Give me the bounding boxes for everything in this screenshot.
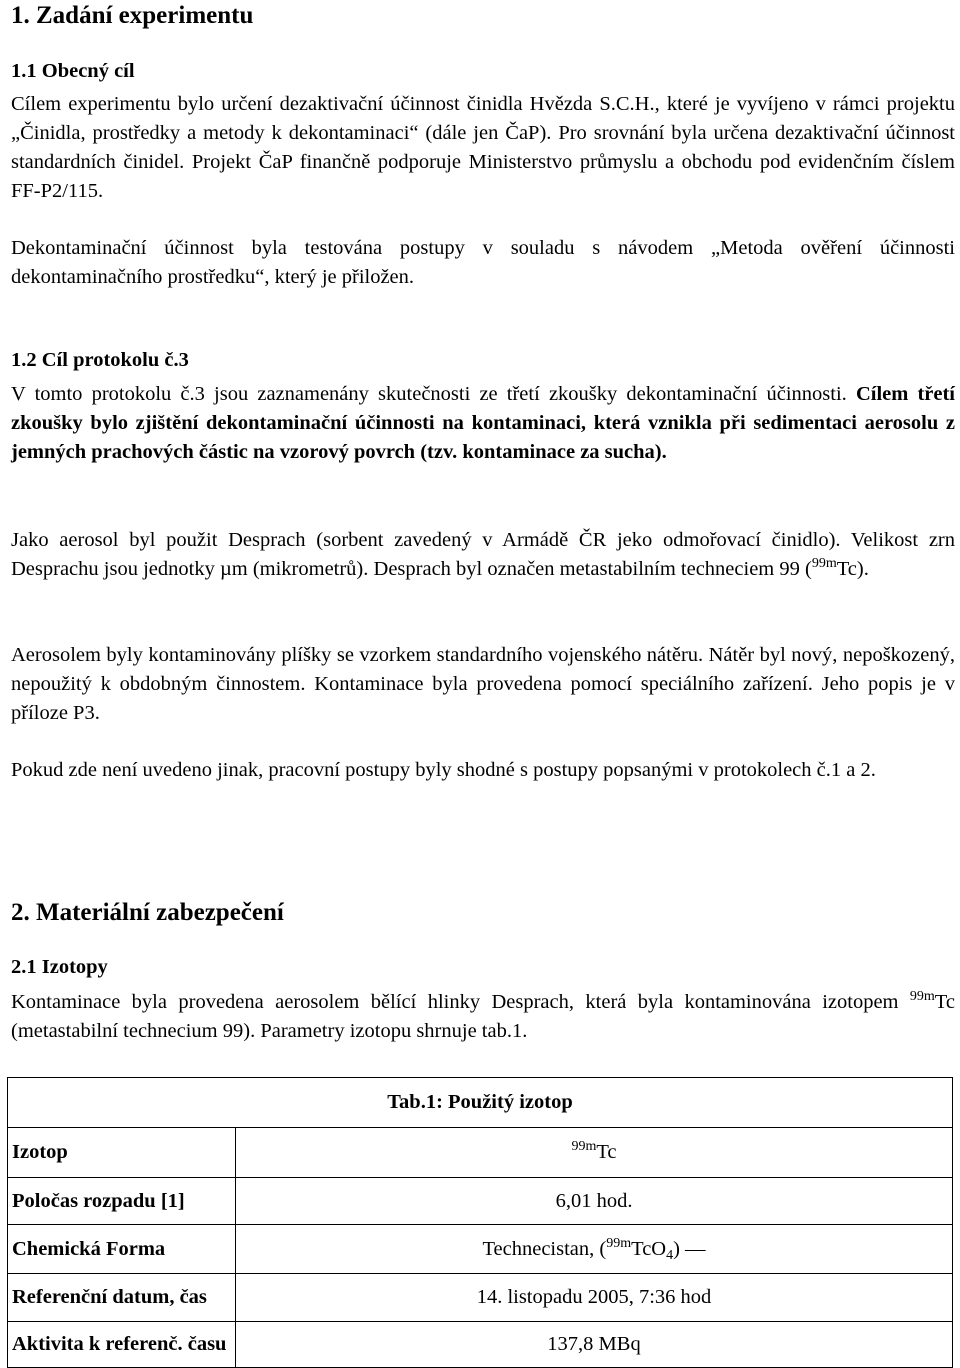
- isotope-table: [7, 1077, 953, 1368]
- section-2-heading: 2. Materiální zabezpečení: [11, 899, 284, 926]
- paragraph-contamination: Aerosolem byly kontaminovány plíšky se vzorkem standardního vojenského nátěru. Nátěr byl nový, nepoškozený, nepoužitý k obdobným činnostem. Kontaminace byla provedena pomocí speciálního zařízení. Jeho popis je v příloze P3.: [11, 644, 955, 724]
- paragraph-protocol-goal: [11, 380, 955, 467]
- table-caption: Tab.1: Použitý izotop: [8, 1078, 953, 1128]
- row-value: 137,8 MBq: [236, 1322, 953, 1368]
- protocol-goal-bold-text: Cílem třetí zkoušky bylo zjištění dekontaminační účinnosti na kontaminaci, která vznikla při sedimentaci aerosolu z jemných prachových částic na vzorový povrch (tzv. kontaminace za sucha).: [11, 383, 956, 463]
- paragraph-goal: Cílem experimentu bylo určení dezaktivační účinnost činidla Hvězda S.C.H., které je vyvíjeno v rámci projektu „Činidla, prostředky a metody k dekontaminaci“ (dále jen ČaP). Pro srovnání byla určena dezaktivační účinnost standardních činidel. Projekt ČaP finančně podporuje Ministerstvo průmyslu a obchodu pod evidenčním číslem FF-P2/115.: [11, 93, 955, 202]
- table-row: [8, 1274, 953, 1322]
- paragraph-aerosol: [11, 526, 955, 584]
- isotope-superscript: 99m: [811, 556, 837, 571]
- row-value: 14. listopadu 2005, 7:36 hod: [236, 1274, 953, 1322]
- row-value: [236, 1225, 953, 1274]
- paragraph-isotopes: [11, 988, 955, 1046]
- value-superscript: 99m: [571, 1139, 597, 1154]
- row-label: Aktivita k referenč. času: [8, 1322, 236, 1368]
- value-superscript: 99m: [606, 1235, 632, 1251]
- aerosol-text: Jako aerosol byl použit Desprach (sorbent zavedený v Armádě ČR jeko odmořovací činidlo). Velikost zrn Desprachu jsou jednotky µm (mikrometrů). Desprach byl označen metastabilním techneciem 99 (: [11, 529, 955, 580]
- isotopes-text-end: Tc (metastabilní technecium 99). Parametry izotopu shrnuje tab.1.: [11, 991, 955, 1042]
- table-caption-row: [8, 1078, 953, 1128]
- isotopes-text: Kontaminace byla provedena aerosolem bělící hlinky Desprach, která byla kontaminována izotopem: [11, 991, 910, 1013]
- value-text: TcO: [631, 1237, 667, 1260]
- paragraph-procedures: Pokud zde není uvedeno jinak, pracovní postupy byly shodné s postupy popsanými v protokolech č.1 a 2.: [11, 759, 876, 781]
- table-row: [8, 1322, 953, 1368]
- value-text: Tc: [596, 1141, 617, 1163]
- row-label: Chemická Forma: [8, 1225, 236, 1274]
- aerosol-text-end: Tc).: [836, 558, 869, 580]
- subsection-1-1-heading: 1.1 Obecný cíl: [11, 60, 135, 82]
- value-subscript: 4: [666, 1247, 674, 1263]
- table-row: [8, 1128, 953, 1178]
- row-value: 6,01 hod.: [236, 1178, 953, 1225]
- paragraph-method: Dekontaminační účinnost byla testována postupy v souladu s návodem „Metoda ověření účinnosti dekontaminačního prostředku“, který je přiložen.: [11, 237, 955, 288]
- value-suffix: ) —: [673, 1237, 706, 1260]
- value-prefix: Technecistan, (: [482, 1237, 607, 1260]
- protocol-intro-text: V tomto protokolu č.3 jsou zaznamenány skutečnosti ze třetí zkoušky dekontaminační účinnosti.: [11, 383, 856, 405]
- isotope-superscript-2: 99m: [909, 989, 935, 1004]
- subsection-2-1-heading: 2.1 Izotopy: [11, 956, 108, 978]
- table-row: [8, 1178, 953, 1225]
- row-label: Izotop: [8, 1128, 236, 1178]
- row-label: Poločas rozpadu [1]: [8, 1178, 236, 1225]
- row-value: [236, 1128, 953, 1178]
- table-row: [8, 1225, 953, 1274]
- section-1-heading: 1. Zadání experimentu: [11, 2, 254, 29]
- subsection-1-2-heading: 1.2 Cíl protokolu č.3: [11, 349, 189, 371]
- row-label: Referenční datum, čas: [8, 1274, 236, 1322]
